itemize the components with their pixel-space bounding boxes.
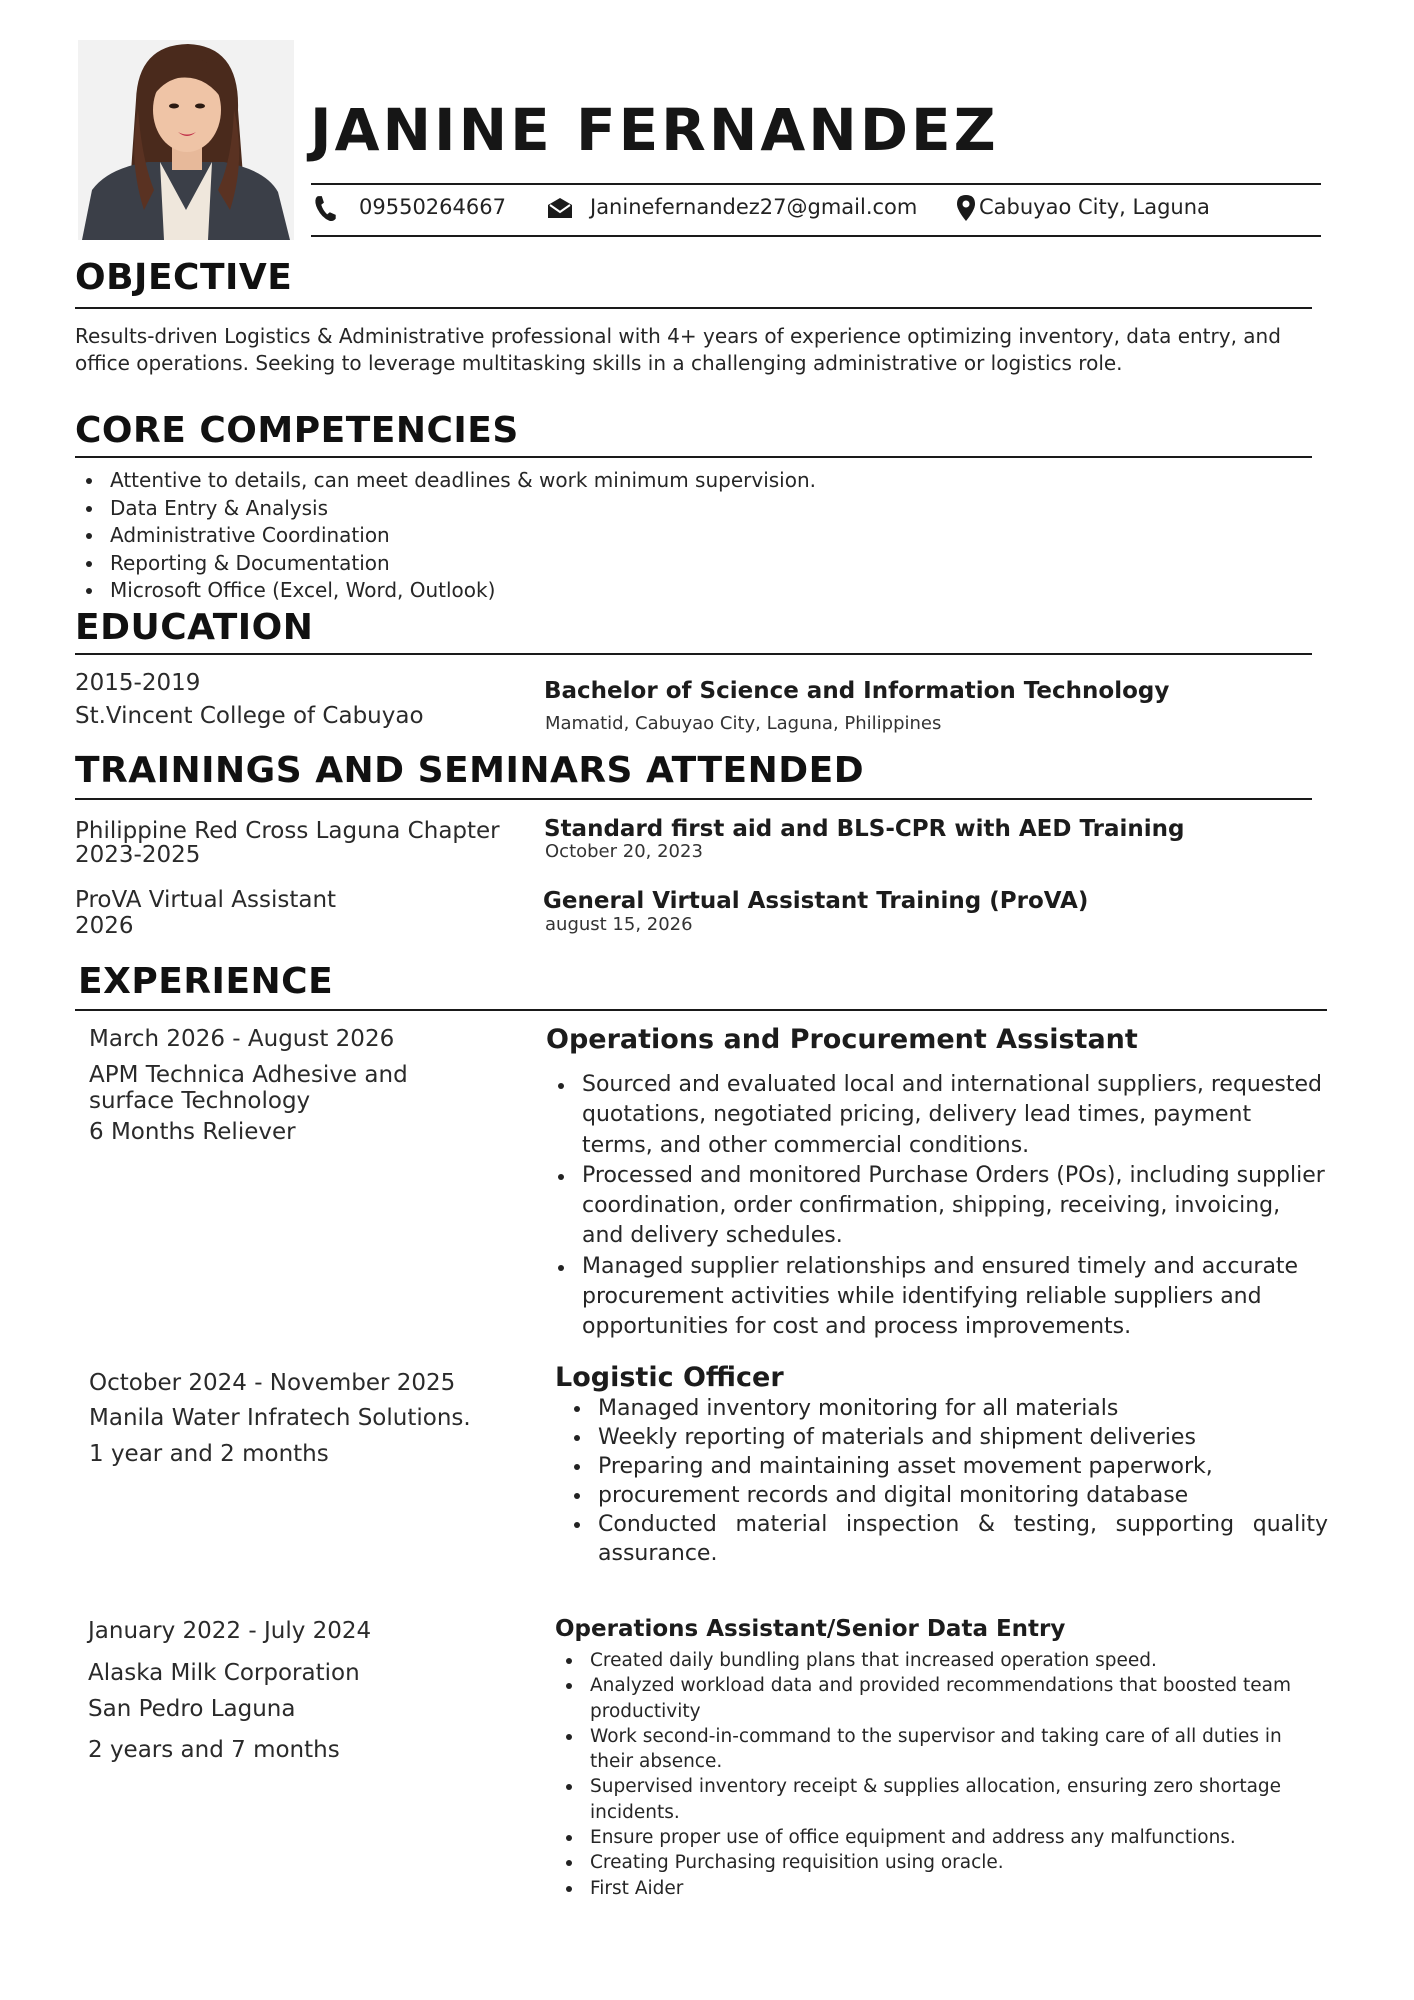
list-item: Administrative Coordination: [76, 522, 816, 550]
education-address: Mamatid, Cabuyao City, Laguna, Philippines: [545, 713, 942, 734]
location: Cabuyao City, Laguna: [979, 195, 1210, 219]
objective-text: Results-driven Logistics & Administrative professional with 4+ years of experience optimizing inventory, data entry, and office operations. Seeking to leverage multitasking skills in a challenging administrative or logistics role.: [75, 324, 1281, 375]
portrait-illustration: [78, 40, 294, 240]
job-dates: January 2022 - July 2024: [88, 1618, 372, 1644]
objective-heading: OBJECTIVE: [75, 257, 293, 298]
list-item: Work second-in-command to the supervisor and taking care of all duties in their absence.: [556, 1724, 1328, 1775]
list-item: Reporting & Documentation: [76, 550, 816, 578]
job-duration: 2 years and 7 months: [88, 1737, 340, 1763]
email-address[interactable]: Janinefernandez27@gmail.com: [590, 195, 918, 219]
job-bullets: [556, 1648, 1328, 1901]
job-company: APM Technica Adhesive and surface Technology: [89, 1062, 408, 1114]
education-years: 2015-2019: [75, 670, 201, 696]
job-duration: 1 year and 2 months: [89, 1441, 329, 1467]
job-title: Logistic Officer: [555, 1362, 784, 1393]
job-dates: March 2026 - August 2026: [89, 1026, 395, 1052]
job-title: Operations Assistant/Senior Data Entry: [555, 1616, 1066, 1642]
job-dates: October 2024 - November 2025: [89, 1370, 456, 1396]
training-date: august 15, 2026: [545, 914, 693, 935]
map-pin-icon: [956, 194, 976, 222]
objective-divider: [75, 307, 1312, 309]
training-org: Philippine Red Cross Laguna Chapter: [75, 818, 500, 844]
competencies-list: [76, 467, 816, 605]
education-school: St.Vincent College of Cabuyao: [75, 703, 424, 729]
list-item: Analyzed workload data and provided recommendations that boosted team productivity: [556, 1673, 1328, 1724]
job-company: Manila Water Infratech Solutions.: [89, 1405, 471, 1431]
list-item: Attentive to details, can meet deadlines & work minimum supervision.: [76, 467, 816, 495]
list-item: Created daily bundling plans that increased operation speed.: [556, 1648, 1328, 1673]
job-title: Operations and Procurement Assistant: [546, 1024, 1138, 1055]
list-item: Creating Purchasing requisition using oracle.: [556, 1850, 1328, 1875]
list-item: Conducted material inspection & testing, supporting quality assurance.: [564, 1510, 1328, 1568]
list-item: Weekly reporting of materials and shipment deliveries: [564, 1423, 1328, 1452]
list-item: Processed and monitored Purchase Orders (POs), including supplier coordination, order confirmation, shipping, receiving, invoicing, and delivery schedules.: [548, 1161, 1328, 1252]
phone-number[interactable]: 09550264667: [359, 195, 506, 219]
experience-divider: [75, 1009, 1327, 1011]
list-item: Data Entry & Analysis: [76, 495, 816, 523]
training-date: October 20, 2023: [545, 841, 703, 862]
list-item: Microsoft Office (Excel, Word, Outlook): [76, 577, 816, 605]
competencies-heading: CORE COMPETENCIES: [75, 410, 519, 451]
list-item: Sourced and evaluated local and international suppliers, requested quotations, negotiated pricing, delivery lead times, payment terms, and other commercial conditions.: [548, 1070, 1328, 1161]
list-item: Managed supplier relationships and ensured timely and accurate procurement activities while identifying reliable suppliers and opportunities for cost and process improvements.: [548, 1252, 1328, 1343]
education-degree: Bachelor of Science and Information Technology: [544, 678, 1170, 704]
profile-photo: [78, 40, 294, 240]
job-company: Alaska Milk Corporation: [88, 1660, 360, 1686]
phone-icon: [312, 194, 338, 224]
training-years: 2023-2025: [75, 842, 201, 868]
training-years: 2026: [75, 913, 134, 939]
education-heading: EDUCATION: [75, 607, 314, 648]
list-item: Ensure proper use of office equipment and address any malfunctions.: [556, 1825, 1328, 1850]
job-location: San Pedro Laguna: [88, 1696, 296, 1722]
trainings-divider: [75, 798, 1312, 800]
list-item: First Aider: [556, 1876, 1328, 1901]
job-bullets: [564, 1394, 1328, 1568]
trainings-heading: TRAININGS AND SEMINARS ATTENDED: [75, 750, 865, 791]
list-item: Supervised inventory receipt & supplies allocation, ensuring zero shortage incidents.: [556, 1774, 1328, 1825]
education-divider: [75, 653, 1312, 655]
candidate-name: JANINE FERNANDEZ: [310, 96, 999, 164]
list-item: procurement records and digital monitoring database: [564, 1481, 1328, 1510]
contact-top-divider: [311, 183, 1321, 185]
list-item: Managed inventory monitoring for all materials: [564, 1394, 1328, 1423]
training-org: ProVA Virtual Assistant: [75, 887, 337, 913]
experience-heading: EXPERIENCE: [78, 961, 334, 1002]
contact-bottom-divider: [311, 235, 1321, 237]
job-bullets: [548, 1070, 1328, 1343]
training-title: Standard first aid and BLS-CPR with AED Training: [544, 816, 1185, 842]
list-item: Preparing and maintaining asset movement paperwork,: [564, 1452, 1328, 1481]
competencies-divider: [75, 456, 1312, 458]
training-title: General Virtual Assistant Training (ProVA): [543, 888, 1089, 914]
envelope-icon: [546, 196, 574, 220]
job-duration: 6 Months Reliever: [89, 1119, 296, 1145]
